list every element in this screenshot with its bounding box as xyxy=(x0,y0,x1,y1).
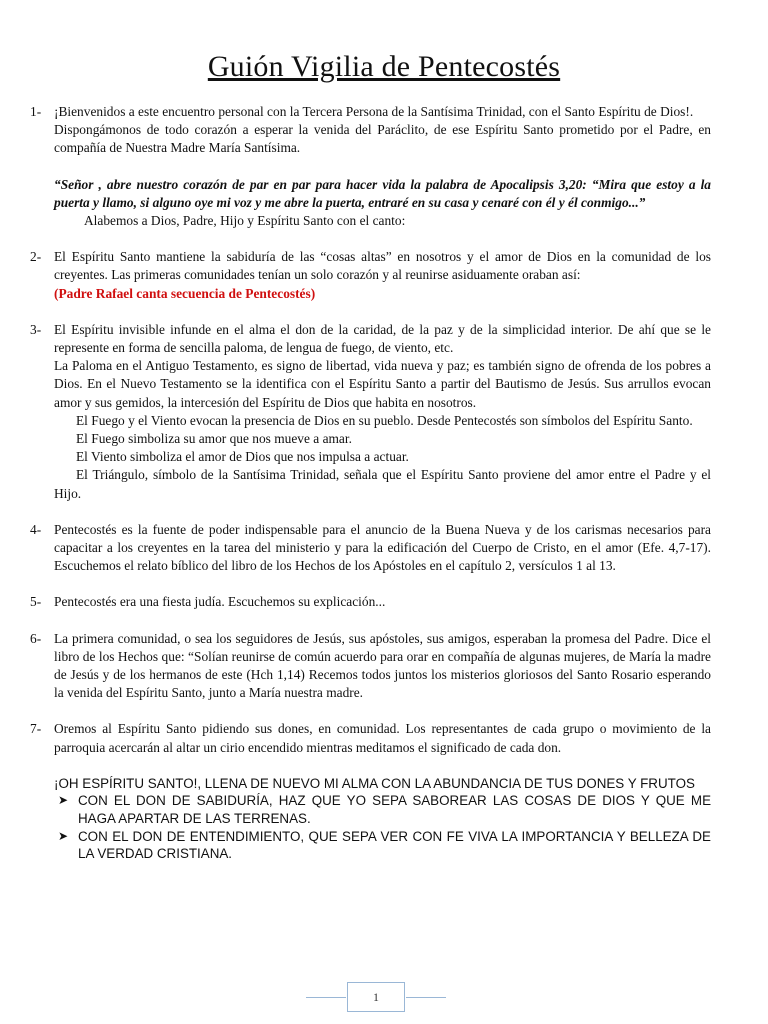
paragraph: Dispongámonos de todo corazón a esperar la venida del Paráclito, de ese Espíritu Santo prometido por el Padre, en compañía de Nuestra Madre María Santísima. xyxy=(54,122,711,156)
item-number: 2- xyxy=(30,249,42,265)
list-item xyxy=(30,248,711,303)
item-content xyxy=(54,593,711,611)
item-number: 5- xyxy=(30,594,42,610)
paragraph: Pentecostés es la fuente de poder indispensable para el anuncio de la Buena Nueva y de los carismas necesarios para capacitar a los creyentes en la tarea del ministerio y para la edificación del Cuerpo de Cristo, en el amor (Efe. 4,7-17). Escuchemos el relato bíblico del libro de los Hechos de los Apóstoles en el capítulo 2, versículos 1 al 13. xyxy=(54,521,711,574)
arrow-right-icon: ➤ xyxy=(58,828,69,843)
item-content xyxy=(54,321,711,503)
list-item xyxy=(30,521,711,576)
item-content xyxy=(54,630,711,703)
list-item xyxy=(30,103,711,230)
paragraph: El Espíritu Santo mantiene la sabiduría de las “cosas altas” en nosotros y el amor de Dios en la comunidad de los creyentes. Las primeras comunidades tenían un solo corazón y al reunirse asiduamente oraban así: xyxy=(54,249,711,283)
gift-item xyxy=(54,792,711,827)
page-number: 1 xyxy=(347,982,405,1012)
item-content xyxy=(54,521,711,576)
arrow-right-icon: ➤ xyxy=(58,793,69,808)
gift-item xyxy=(54,828,711,863)
paragraph: Oremos al Espíritu Santo pidiendo sus dones, en comunidad. Los representantes de cada grupo o movimiento de la parroquia acercarán al altar un cirio encendido mientras meditamos el significado de cada don. xyxy=(54,721,711,755)
paragraph: Pentecostés era una fiesta judía. Escuchemos su explicación... xyxy=(54,594,386,610)
invocation: ¡OH ESPÍRITU SANTO!, LLENA DE NUEVO MI ALMA CON LA ABUNDANCIA DE TUS DONES Y FRUTOS xyxy=(54,775,695,791)
item-number: 6- xyxy=(30,630,42,646)
red-note: (Padre Rafael canta secuencia de Pentecostés) xyxy=(54,285,316,301)
list-item xyxy=(30,321,711,503)
paragraph: El Viento simboliza el amor de Dios que nos impulsa a actuar. xyxy=(76,449,409,465)
item-content xyxy=(54,248,711,303)
item-content xyxy=(54,720,711,862)
item-number: 7- xyxy=(30,721,42,737)
item-number: 1- xyxy=(30,104,42,119)
item-number: 4- xyxy=(30,521,42,537)
paragraph: ¡Bienvenidos a este encuentro personal con la Tercera Persona de la Santísima Trinidad, con el Santo Espíritu de Dios!. xyxy=(54,104,694,119)
document-body xyxy=(30,103,711,881)
page-title: Guión Vigilia de Pentecostés xyxy=(207,50,561,83)
gift-text: CON EL DON DE SABIDURÍA, HAZ QUE YO SEPA SABOREAR LAS COSAS DE DIOS Y QUE ME HAGA APARTAR DE LAS TERRENAS. xyxy=(78,793,711,827)
list-item xyxy=(30,593,711,611)
gift-text: CON EL DON DE ENTENDIMIENTO, QUE SEPA VER CON FE VIVA LA IMPORTANCIA Y BELLEZA DE LA VERDAD CRISTIANA. xyxy=(78,828,711,862)
paragraph: La primera comunidad, o sea los seguidores de Jesús, sus apóstoles, sus amigos, esperaban la promesa del Padre. Dice el libro de los Hechos que: “Solían reunirse de común acuerdo para orar en compañía de algunas mujeres, de María la madre de Jesús y de los hermanos de este (Hch 1,14) Recemos todos juntos los misterios gloriosos del Santo Rosario esperando la venida del Espíritu Santo, junto a María nuestra madre. xyxy=(54,630,711,701)
paragraph: El Triángulo, símbolo de la Santísima Trinidad, señala que el Espíritu Santo proviene del amor entre el Padre y el Hijo. xyxy=(54,467,711,501)
quote: “Señor , abre nuestro corazón de par en par para hacer vida la palabra de Apocalipsis 3,20: “Mira que estoy a la puerta y llamo, si alguno oye mi voz y me abre la puerta, entraré en su casa y cenaré con él y él conmigo...” xyxy=(54,176,711,210)
paragraph: Alabemos a Dios, Padre, Hijo y Espíritu Santo con el canto: xyxy=(84,213,406,229)
item-number: 3- xyxy=(30,321,42,337)
paragraph: El Fuego y el Viento evocan la presencia de Dios en su pueblo. Desde Pentecostés son símbolos del Espíritu Santo. xyxy=(76,412,693,428)
gifts-list xyxy=(54,792,711,862)
paragraph: La Paloma en el Antiguo Testamento, es signo de libertad, vida nueva y paz; es también signo de ofrenda de los pobres a Dios. En el Nuevo Testamento se la identifica con el Espíritu Santo a partir del Bautismo de Jesús. Sus arrullos evocan amor y sus gemidos, la intercesión del Espíritu de Dios que habita en nosotros. xyxy=(54,358,711,410)
list-item xyxy=(30,630,711,703)
paragraph: El Espíritu invisible infunde en el alma el don de la caridad, de la paz y de la simplicidad interior. De ahí que se le represente en forma de sencilla paloma, de lengua de fuego, de viento, etc. xyxy=(54,321,711,356)
item-content xyxy=(54,103,711,230)
list-item xyxy=(30,720,711,862)
paragraph: El Fuego simboliza su amor que nos mueve a amar. xyxy=(76,431,352,447)
